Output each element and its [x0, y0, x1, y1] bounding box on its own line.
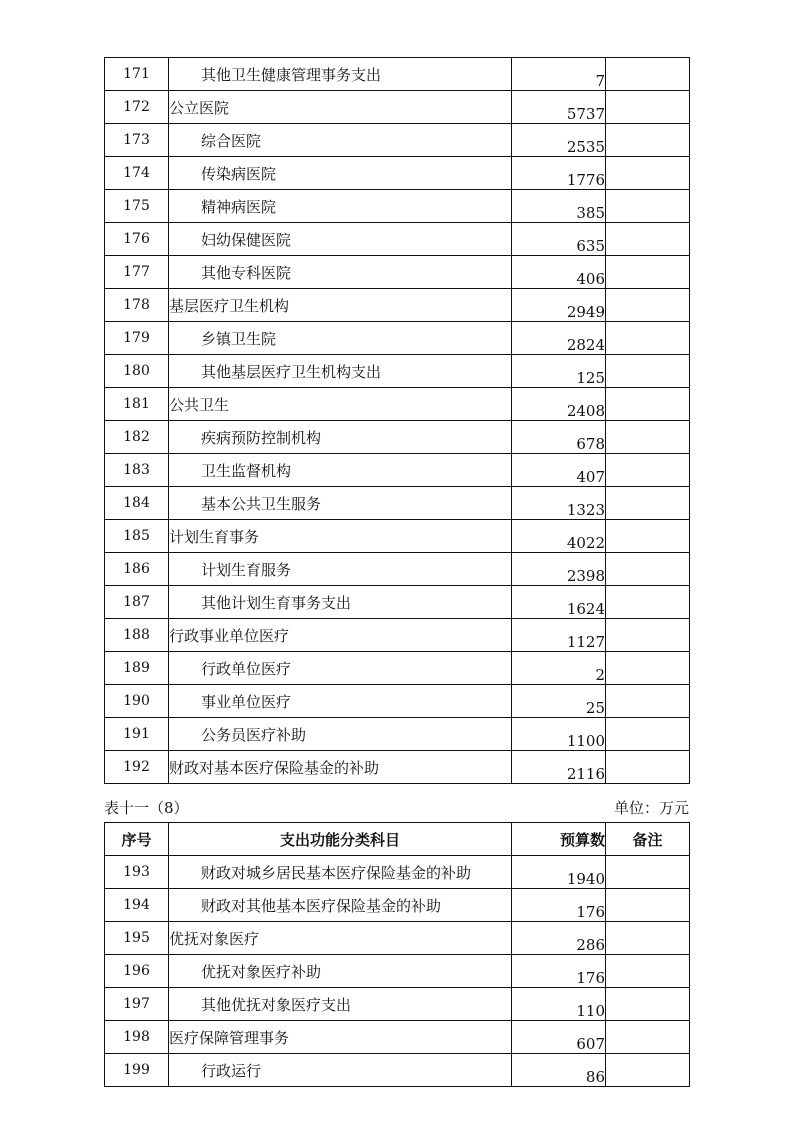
row-budget-amount: 2949 — [512, 289, 606, 322]
row-remark — [606, 856, 690, 889]
row-category-name: 计划生育事务 — [169, 520, 512, 553]
row-budget-amount: 25 — [512, 685, 606, 718]
budget-table-body — [105, 58, 690, 784]
table-row — [105, 553, 690, 586]
row-remark — [606, 619, 690, 652]
table-header-row — [105, 823, 690, 856]
row-remark — [606, 718, 690, 751]
table-row — [105, 454, 690, 487]
row-number: 181 — [105, 388, 169, 421]
row-budget-amount: 1776 — [512, 157, 606, 190]
row-budget-amount: 176 — [512, 955, 606, 988]
row-number: 198 — [105, 1021, 169, 1054]
row-category-name: 其他卫生健康管理事务支出 — [169, 58, 512, 91]
row-category-name: 医疗保障管理事务 — [169, 1021, 512, 1054]
row-remark — [606, 388, 690, 421]
row-number: 191 — [105, 718, 169, 751]
row-remark — [606, 586, 690, 619]
row-category-name: 精神病医院 — [169, 190, 512, 223]
row-category-name: 基本公共卫生服务 — [169, 487, 512, 520]
row-remark — [606, 58, 690, 91]
row-number: 189 — [105, 652, 169, 685]
row-remark — [606, 520, 690, 553]
header-no: 序号 — [105, 823, 169, 856]
row-category-name: 其他优抚对象医疗支出 — [169, 988, 512, 1021]
header-remark: 备注 — [606, 823, 690, 856]
budget-table-body — [105, 856, 690, 1087]
row-number: 174 — [105, 157, 169, 190]
row-budget-amount: 1323 — [512, 487, 606, 520]
row-category-name: 财政对基本医疗保险基金的补助 — [169, 751, 512, 784]
table-row — [105, 751, 690, 784]
row-remark — [606, 955, 690, 988]
row-number: 187 — [105, 586, 169, 619]
table-row — [105, 1021, 690, 1054]
budget-table — [104, 822, 690, 1087]
row-number: 176 — [105, 223, 169, 256]
row-number: 171 — [105, 58, 169, 91]
row-budget-amount: 7 — [512, 58, 606, 91]
row-number: 197 — [105, 988, 169, 1021]
table-row — [105, 355, 690, 388]
row-remark — [606, 289, 690, 322]
row-budget-amount: 1127 — [512, 619, 606, 652]
row-number: 175 — [105, 190, 169, 223]
row-budget-amount: 286 — [512, 922, 606, 955]
table-row — [105, 256, 690, 289]
table-row — [105, 421, 690, 454]
row-number: 180 — [105, 355, 169, 388]
row-number: 183 — [105, 454, 169, 487]
row-remark — [606, 190, 690, 223]
table-row — [105, 955, 690, 988]
table-row — [105, 889, 690, 922]
row-budget-amount: 635 — [512, 223, 606, 256]
unit-label: 单位：万元 — [613, 799, 689, 817]
row-remark — [606, 922, 690, 955]
row-budget-amount: 110 — [512, 988, 606, 1021]
row-number: 179 — [105, 322, 169, 355]
row-category-name: 行政单位医疗 — [169, 652, 512, 685]
table-row — [105, 157, 690, 190]
row-budget-amount: 678 — [512, 421, 606, 454]
row-budget-amount: 1940 — [512, 856, 606, 889]
row-budget-amount: 5737 — [512, 91, 606, 124]
row-category-name: 公立医院 — [169, 91, 512, 124]
row-budget-amount: 2398 — [512, 553, 606, 586]
row-category-name: 公务员医疗补助 — [169, 718, 512, 751]
row-category-name: 妇幼保健医院 — [169, 223, 512, 256]
table-row — [105, 988, 690, 1021]
table-row — [105, 856, 690, 889]
header-name: 支出功能分类科目 — [169, 823, 512, 856]
row-remark — [606, 487, 690, 520]
table-row — [105, 91, 690, 124]
row-budget-amount: 607 — [512, 1021, 606, 1054]
row-remark — [606, 889, 690, 922]
row-number: 173 — [105, 124, 169, 157]
row-budget-amount: 4022 — [512, 520, 606, 553]
row-remark — [606, 553, 690, 586]
row-category-name: 计划生育服务 — [169, 553, 512, 586]
row-remark — [606, 124, 690, 157]
row-remark — [606, 322, 690, 355]
row-budget-amount: 2408 — [512, 388, 606, 421]
row-number: 178 — [105, 289, 169, 322]
row-category-name: 乡镇卫生院 — [169, 322, 512, 355]
row-budget-amount: 407 — [512, 454, 606, 487]
row-budget-amount: 1100 — [512, 718, 606, 751]
row-remark — [606, 751, 690, 784]
table-row — [105, 124, 690, 157]
row-number: 188 — [105, 619, 169, 652]
row-budget-amount: 1624 — [512, 586, 606, 619]
row-category-name: 行政运行 — [169, 1054, 512, 1087]
row-number: 193 — [105, 856, 169, 889]
row-budget-amount: 2116 — [512, 751, 606, 784]
row-remark — [606, 685, 690, 718]
row-remark — [606, 421, 690, 454]
row-category-name: 基层医疗卫生机构 — [169, 289, 512, 322]
row-category-name: 财政对城乡居民基本医疗保险基金的补助 — [169, 856, 512, 889]
row-budget-amount: 385 — [512, 190, 606, 223]
table-row — [105, 223, 690, 256]
row-remark — [606, 355, 690, 388]
table-row — [105, 685, 690, 718]
row-category-name: 传染病医院 — [169, 157, 512, 190]
row-category-name: 卫生监督机构 — [169, 454, 512, 487]
table-row — [105, 289, 690, 322]
row-budget-amount: 86 — [512, 1054, 606, 1087]
row-number: 199 — [105, 1054, 169, 1087]
table-row — [105, 388, 690, 421]
table-row — [105, 586, 690, 619]
table-row — [105, 58, 690, 91]
row-budget-amount: 176 — [512, 889, 606, 922]
row-category-name: 其他计划生育事务支出 — [169, 586, 512, 619]
table-row — [105, 190, 690, 223]
row-category-name: 其他基层医疗卫生机构支出 — [169, 355, 512, 388]
row-remark — [606, 652, 690, 685]
row-remark — [606, 1054, 690, 1087]
row-category-name: 其他专科医院 — [169, 256, 512, 289]
budget-table-continued — [104, 57, 690, 784]
row-budget-amount: 406 — [512, 256, 606, 289]
row-remark — [606, 988, 690, 1021]
row-category-name: 优抚对象医疗 — [169, 922, 512, 955]
row-remark — [606, 256, 690, 289]
table-row — [105, 1054, 690, 1087]
row-number: 190 — [105, 685, 169, 718]
row-remark — [606, 91, 690, 124]
row-budget-amount: 2535 — [512, 124, 606, 157]
table-row — [105, 619, 690, 652]
row-number: 196 — [105, 955, 169, 988]
row-category-name: 财政对其他基本医疗保险基金的补助 — [169, 889, 512, 922]
row-category-name: 事业单位医疗 — [169, 685, 512, 718]
table-row — [105, 718, 690, 751]
row-number: 186 — [105, 553, 169, 586]
table-row — [105, 652, 690, 685]
row-number: 194 — [105, 889, 169, 922]
table-label: 表十一（8） — [104, 799, 189, 817]
row-remark — [606, 454, 690, 487]
row-budget-amount: 2 — [512, 652, 606, 685]
row-category-name: 公共卫生 — [169, 388, 512, 421]
header-amount: 预算数 — [512, 823, 606, 856]
row-number: 172 — [105, 91, 169, 124]
row-budget-amount: 2824 — [512, 322, 606, 355]
table-row — [105, 322, 690, 355]
row-budget-amount: 125 — [512, 355, 606, 388]
row-remark — [606, 223, 690, 256]
row-category-name: 行政事业单位医疗 — [169, 619, 512, 652]
row-remark — [606, 1021, 690, 1054]
row-number: 177 — [105, 256, 169, 289]
row-number: 184 — [105, 487, 169, 520]
table-row — [105, 520, 690, 553]
row-number: 182 — [105, 421, 169, 454]
row-category-name: 疾病预防控制机构 — [169, 421, 512, 454]
table-caption — [104, 797, 689, 818]
row-category-name: 优抚对象医疗补助 — [169, 955, 512, 988]
row-number: 195 — [105, 922, 169, 955]
table-row — [105, 922, 690, 955]
row-number: 192 — [105, 751, 169, 784]
row-remark — [606, 157, 690, 190]
row-number: 185 — [105, 520, 169, 553]
row-category-name: 综合医院 — [169, 124, 512, 157]
table-row — [105, 487, 690, 520]
